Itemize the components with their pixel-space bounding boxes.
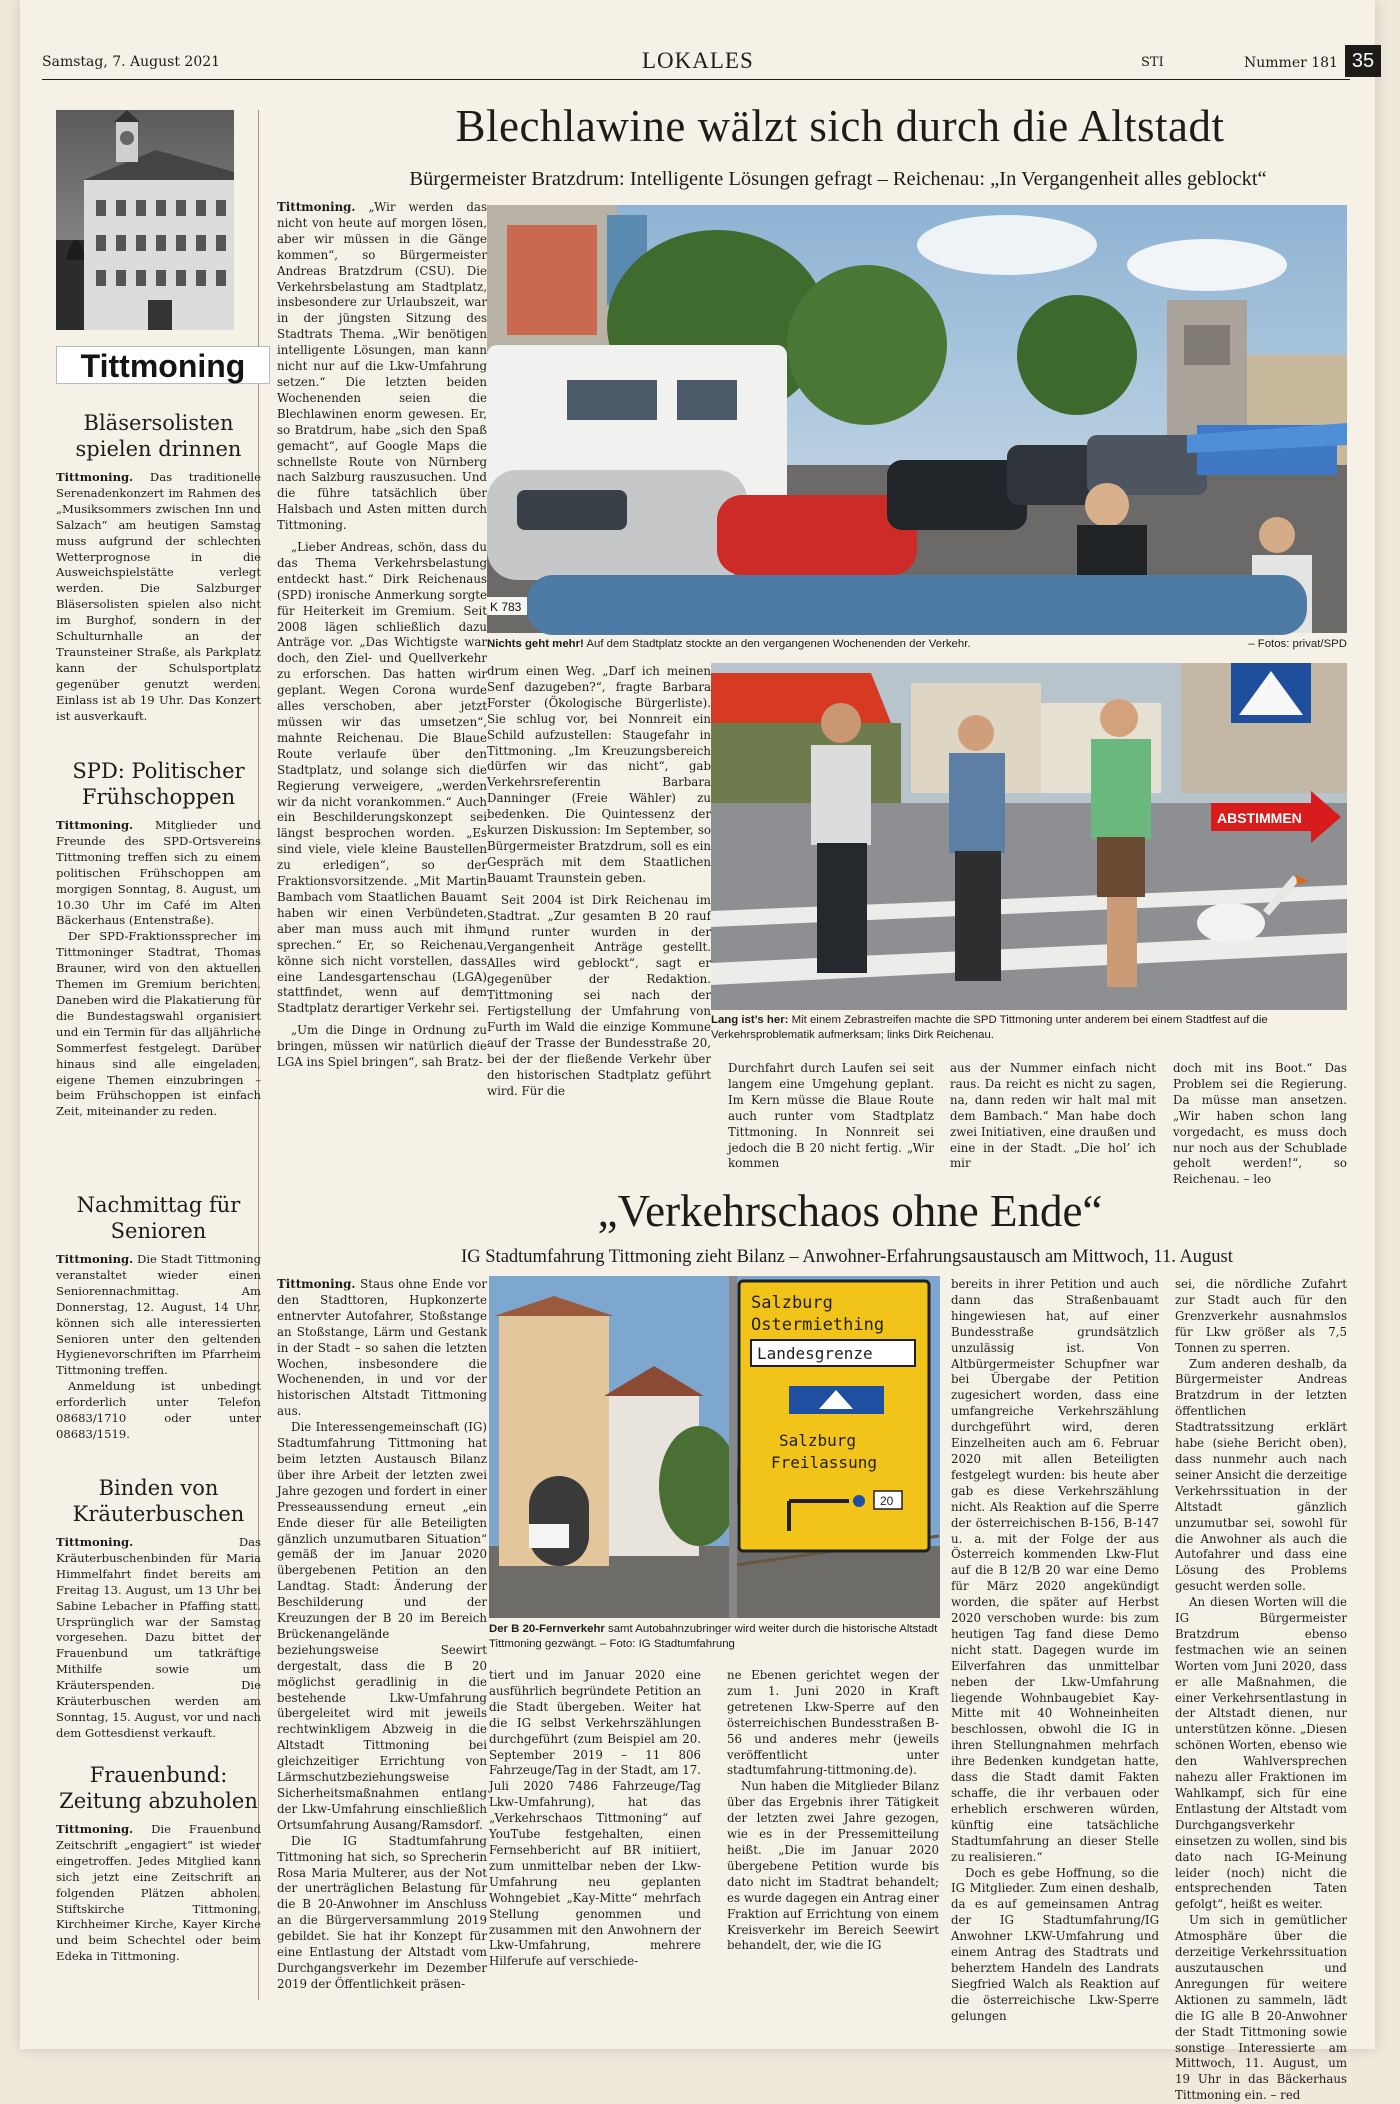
paragraph: Tittmoning. Staus ohne Ende vor den Stadttoren, Hupkonzerte entnervter Autofahrer, Stoßstange an Stoßstange, Lärm und Gestank in der Stadt – so sahen die letzten Wochen, insbesondere die Wochenenden, in und vor der historischen Altstadt Tittmoning aus. bbox=[277, 1277, 487, 1419]
sign-line-1: Salzburg bbox=[751, 1293, 833, 1313]
article2-headline: „Verkehrschaos ohne Ende“ bbox=[597, 1186, 1103, 1236]
paragraph: Doch es gebe Hoffnung, so die IG Mitglieder. Zum einen deshalb, da es auf gemeinsamen Antrag der IG Stadtumfahrung/IG Anwohner LKW-Umfahrung und einem Antrag des Stadtrats und beherztem Handeln des Landrats Siegfried Walch als Reaktion auf die österreichische Lkw-Sperre gelungen bbox=[951, 1865, 1159, 2023]
brief-title: Frauenbund: Zeitung abzuholen bbox=[59, 1763, 258, 1813]
paragraph: Die IG Stadtumfahrung Tittmoning hat sich, so Sprecherin Rosa Maria Multerer, aus der Not der unerträglichen Belastung für die B 20-Anwohner im Anschluss an die Bürgerversammlung 2019 gebildet. Sie hat ihr Konzept für eine Entlastung der Altstadt vom Durchgangsverkehr im Dezember 2019 der Öffentlichkeit präsen- bbox=[277, 1833, 487, 1991]
paragraph: Tittmoning. „Wir werden das nicht von heute auf morgen lösen, aber wir müssen in die Gänge kommen“, so Bürgermeister Andreas Bratzdrum (CSU). Die Verkehrsbelastung am Stadtplatz, insbesondere zur Urlaubszeit, war in der jüngsten Sitzung des Stadtrats Thema. „Wir benötigen intelligente Lösungen, man kann nicht nur auf die Lkw-Umfahrung setzen.“ Die letzten beiden Wochenenden seien die Blechlawinen enorm gewesen. Er, so Bratdrum, habe „sich den Spaß gemacht“, auf Google Maps die schnellste Route von Nürnberg nach Salzburg rauszusuchen. Und die führe tatsächlich über Halsbach und Asten mitten durch Tittmoning. bbox=[277, 200, 487, 533]
brief-text: Anmeldung ist unbedingt erforderlich unter Telefon 08683/1710 oder unter 08683/1519. bbox=[56, 1379, 261, 1441]
article1-column-2 bbox=[487, 664, 711, 1164]
license-plate: K 783 bbox=[490, 600, 522, 614]
brief-kraeuterbuschen bbox=[56, 1475, 261, 1742]
article2-column-5 bbox=[1175, 1277, 1347, 2103]
brief-blaesersolisten bbox=[56, 410, 261, 725]
section-title: LOKALES bbox=[642, 48, 754, 73]
zebra-crossing-photo bbox=[711, 663, 1347, 1010]
brief-title: SPD: Politischer Frühschoppen bbox=[72, 759, 245, 809]
brief-text: Tittmoning. Die Frauenbund Zeitschrift „engagiert“ ist wieder eingetroffen. Jedes Mitglied kann sich jetzt eine Zeitschrift an folgenden Plätzen abholen. Stiftskirche Tittmoning, Kirchheimer Kirche, Kayer Kirche und beim Schechtel oder beim Edeka in Tittmoning. bbox=[56, 1822, 261, 1964]
article2-subheadline: IG Stadtumfahrung Tittmoning zieht Bilanz – Anwohner-Erfahrungsaustausch am Mittwoch, 11. August bbox=[461, 1247, 1233, 1267]
issue-date: Samstag, 7. August 2021 bbox=[42, 54, 221, 70]
paragraph: ne Ebenen gerichtet wegen der zum 1. Juni 2020 in Kraft getretenen Lkw-Sperre auf den österreichischen Bundesstraßen B-56 und anderes mehr (jeweils veröffentlicht unter stadtumfahrung-tittmoning.de). bbox=[727, 1668, 939, 1778]
article1-column-5 bbox=[1173, 1061, 1347, 1187]
town-hall-photo bbox=[56, 110, 234, 330]
article1-column-3 bbox=[728, 1061, 934, 1171]
paragraph: Die Interessengemeinschaft (IG) Stadtumfahrung Tittmoning hat beim letzten Austausch Bilanz über ihre Arbeit der letzten zwei Jahre gezogen und fordert in einer Presseaussendung erneut „ein Ende dieser für alle Beteiligten gänzlich unzumutbaren Situation“ gemäß der im Januar 2020 übergebenen Petition an den Landtag. Stadt: Änderung der Beschilderung und der Kreuzungen der B 20 im Bereich Brückenangelände beziehungsweise Seewirt dergestalt, dass die B 20 möglichst geradlinig in die bestehende Lkw-Umfahrung übergeleitet wird mit jeweils rechtwinkligem Abzweig in die Altstadt Tittmoning bei gleichzeitiger Errichtung von Lärmschutzbeziehungsweise Sicherheitsmaßnahmen entlang der Lkw-Umfahrung einschließlich Ortsumfahrung Ausang/Ramsdorf. bbox=[277, 1420, 487, 1832]
sign-line-4: Freilassung bbox=[771, 1453, 877, 1472]
photo1-caption bbox=[487, 637, 1347, 652]
paragraph: drum einen Weg. „Darf ich meinen Senf dazugeben?“, fragte Barbara Forster (Ökologische Bürgerliste). Sie schlug vor, bei Nonnreit ein Schild aufzustellen: Staugefahr in Tittmoning. „Im Kreuzungsbereich dürfen wir das nicht“, gab Verkehrsreferentin Barbara Danninger (Freie Wähler) zu bedenken. Die Quintessenz der kurzen Diskussion: Im September, so Bürgermeister Bratzdrum, soll es ein Gespräch mit dem Staatlichen Bauamt Traunstein geben. bbox=[487, 664, 711, 885]
brief-title: Nachmittag für Senioren bbox=[76, 1193, 241, 1243]
paragraph: Um sich in gemütlicher Atmosphäre über die derzeitige Verkehrssituation auszutauschen und Anregungen für weitere Aktionen zu sammeln, lädt die IG alle B 20-Anwohner der Stadt Tittmoning sowie sonstige Interessierte am Mittwoch, 11. August, um 19 Uhr in das Bäckerhaus Tittmoning ein. – red bbox=[1175, 1913, 1347, 2103]
sidebar bbox=[56, 110, 261, 1964]
paragraph: aus der Nummer einfach nicht raus. Da reicht es nicht zu sagen, na, dann reden wir halt mal mit dem Bambach.“ Man habe doch zwei Initiativen, eine draußen und eine in der Stadt. „Die hol’ ich mir bbox=[950, 1061, 1156, 1171]
sign-route: 20 bbox=[880, 1494, 894, 1508]
paragraph: „Um die Dinge in Ordnung zu bringen, müssen wir natürlich die LGA ins Spiel bringen“, sah Bratz- bbox=[277, 1023, 487, 1070]
brief-text: Tittmoning. Das Kräuterbuschenbinden für Maria Himmelfahrt findet bereits am Freitag 13. August, um 13 Uhr bei Sabine Lebacher in Pfaffing statt. Ursprünglich war der Samstag vorgesehen. Dazu bittet der Frauenbund um tatkräftige Mithilfe sowie um Kräuterspenden. Die Kräuterbuschen werden am Sonntag, 15. August, vor und nach dem Gottesdienst verkauft. bbox=[56, 1535, 261, 1740]
sign-line-2: Ostermiething bbox=[751, 1315, 885, 1335]
brief-title: Binden von Kräuterbuschen bbox=[72, 1476, 245, 1526]
article2-column-2 bbox=[489, 1668, 701, 1998]
issue-number: Nummer 181 bbox=[1244, 55, 1338, 71]
brief-text: Tittmoning. Das traditionelle Serenadenkonzert im Rahmen des „Musiksommers zwischen Inn und Salzach“ am heutigen Samstag muss aufgrund der schlechten Wetterprognose in die Ausweichspielstätte verlegt werden. Die Salzburger Bläsersolisten spielen also nicht im Burghof, sondern in der Schulturnhalle an der Traunsteiner Straße, als Parkplatz kann der Schulsportplatz gegenüber genutzt werden. Einlass ist ab 19 Uhr. Das Konzert ist ausverkauft. bbox=[56, 470, 261, 723]
caption-text: Mit einem Zebrastreifen machte die SPD Tittmoning unter anderem bei einem Stadtfest auf die Verkehrsproblematik aufmerksam; links Dirk Reichenau. bbox=[711, 1014, 1268, 1041]
paragraph: bereits in ihrer Petition und auch dann das Straßenbauamt hingewiesen hat, auf einer Bundesstraße grundsätzlich unzulässig ist. Von Altbürgermeister Schupfner war bei Übergabe der Petition zugesichert worden, dass eine umfangreiche Verkehrszählung durchgeführt wird, deren Einzelheiten auch am 6. Februar 2020 mit allen Beteiligten festgelegt wurden: bis heute aber gab es diese Verkehrszählung nicht. Als Reaktion auf die Sperre der österreichischen B-156, B-147 u. a. mit der Folge der aus Österreich kommenden Lkw-Flut auf die B 12/B 20 war eine Demo für März 2020 angekündigt worden, die später auf Herbst 2020 verschoben wurde: bis zum heutigen Tag fand diese Demo nicht statt. Dagegen wurde im Eilverfahren das unmittelbar neben der Lkw-Umfahrung liegende Wohnbaugebiet Kay-Mitte mit 40 Wohneinheiten beschlossen, obwohl die IG in ihren Stellungnahmen mehrfach ihre Bedenken kundgetan hatte, dass die Stadt damit Fakten schaffe, die ihr verbauen oder erheblich erschweren würden, künftig eine tatsächliche Stadtumfahrung an dieser Stelle zu realisieren.“ bbox=[951, 1277, 1159, 1864]
caption-lead: Lang ist’s her: bbox=[711, 1014, 789, 1026]
page-number: 35 bbox=[1345, 45, 1381, 77]
paragraph: Nun haben die Mitglieder Bilanz über das Ergebnis ihrer Tätigkeit der letzten zwei Jahre gezogen, wie es in der Pressemitteilung heißt. „Die im Januar 2020 übergebene Petition wurde bis dato nicht im Stadtrat behandelt; es wurde dagegen ein Antrag einer Fraktion auf Errichtung von einem Kreisverkehr im Bereich Seewirt behandelt, der, wie die IG bbox=[727, 1779, 939, 1953]
road-sign-photo bbox=[489, 1276, 940, 1618]
photo-credit: – Fotos: privat/SPD bbox=[1248, 638, 1347, 650]
caption-lead: Nichts geht mehr! bbox=[487, 638, 584, 650]
brief-text: Tittmoning. Die Stadt Tittmoning veranstaltet wieder einen Seniorennachmittag. Am Donnerstag, 12. August, 14 Uhr, können sich alle interessierten Senioren unter den geltenden Hygienevorschriften im Pfarrheim Tittmoning treffen. bbox=[56, 1252, 261, 1378]
edition-code: STI bbox=[1141, 55, 1164, 70]
sign-border: Landesgrenze bbox=[757, 1344, 873, 1363]
caption-text: Auf dem Stadtplatz stockte an den vergangenen Wochenenden der Verkehr. bbox=[586, 638, 971, 650]
article2-column-3 bbox=[727, 1668, 939, 1998]
traffic-jam-photo bbox=[487, 205, 1347, 633]
masthead bbox=[42, 46, 1375, 80]
paragraph: Durchfahrt durch Laufen sei seit langem eine Umgehung geplant. Im Kern müsse die Blaue Route auch runter vom Stadtplatz Tittmoning. In Nonnreit sei jedoch die B 20 nicht fertig. „Wir kommen bbox=[728, 1061, 934, 1171]
paragraph: Seit 2004 ist Dirk Reichenau im Stadtrat. „Zur gesamten B 20 rauf und runter wurden in der Vergangenheit Anträge gestellt. Alles wird geblockt“, sagt er gegenüber der Redaktion. Tittmoning sei nach der Fertigstellung der Umfahrung von Furth im Wald die einzige Kommune auf der Trasse der Bundesstraße 20, bei der der fließende Verkehr über den historischen Stadtplatz geführt wird. Für die bbox=[487, 892, 711, 1098]
sign-text: ABSTIMMEN bbox=[1217, 810, 1302, 826]
brief-senioren bbox=[56, 1192, 261, 1443]
article1-column-4 bbox=[950, 1061, 1156, 1171]
brief-frauenbund bbox=[56, 1762, 261, 1965]
newspaper-page bbox=[20, 0, 1375, 2103]
photo2-caption bbox=[711, 1013, 1347, 1042]
paragraph: tiert und im Januar 2020 eine ausführlich begründete Petition an die Stadt übergeben. Weiter hat die IG selbst Verkehrszählungen durchgeführt (zum Beispiel am 20. September 2019 – 11 806 Fahrzeuge/Tag in der Stadt, am 17. Juli 2020 7486 Fahrzeuge/Tag Lkw-Umfahrung), hat das „Verkehrschaos Tittmoning“ auf YouTube festgehalten, einen Fernsehbericht auf BR initiiert, zum unmittelbar neben der Lkw-Umfahrung neu geplanten Wohngebiet „Kay-Mitte“ mehrfach Stellung genommen und zusammen mit den Anwohnern der Lkw-Umfahrung, mehrere Hilferufe auf verschiede- bbox=[489, 1668, 701, 1969]
paragraph: sei, die nördliche Zufahrt zur Stadt auch für den Grenzverkehr ausnahmslos für Lkw größer als 7,5 Tonnen zu sperren. bbox=[1175, 1277, 1347, 1355]
caption-lead: Der B 20-Fernverkehr bbox=[489, 1623, 605, 1635]
town-label: Tittmoning bbox=[56, 346, 270, 384]
article1-column-1 bbox=[277, 200, 487, 1160]
sign-line-3: Salzburg bbox=[779, 1431, 857, 1450]
article1-subheadline: Bürgermeister Bratzdrum: Intelligente Lösungen gefragt – Reichenau: „In Vergangenheit alles geblockt“ bbox=[409, 168, 1267, 190]
brief-spd-fruehschoppen bbox=[56, 758, 261, 1120]
paragraph: doch mit ins Boot.“ Das Problem sei die Regierung. Da müsse man ansetzen. „Wir haben schon lang vorgedacht, es muss doch nur noch aus der Schublade geholt werden!“, so Reichenau. – leo bbox=[1173, 1061, 1347, 1187]
paragraph: „Lieber Andreas, schön, dass du das Thema Verkehrsbelastung entdeckt hast.“ Dirk Reichenaus (SPD) ironische Anmerkung sorgte für Heiterkeit im Gremium. Seit 2008 lägen schließlich dazu Anträge vor. „Das Wichtigste war doch, den Ziel- und Quellverkehr zu erforschen. Das hatten wir geplant. Wegen Corona wurde alles verschoben, aber jetzt müssen wir das umsetzen“, mahnte Reichenau. Die Blaue Route verlaufe über den Stadtplatz, und solange sich die Regierung verweigere, „werden wir da nicht vorankommen.“ Auch ein Beschilderungskonzept sei längst besprochen worden. „Es sind viele, viele kleine Baustellen zu erledigen“, so der Fraktionsvorsitzende. „Mit Martin Bambach vom Staatlichen Bauamt haben wir einen Verbündeten, aber man muss auch mit ihm sprechen.“ Er, so Reichenau, könne sich nicht vorstellen, dass eine Landesgartenschau (LGA) stattfindet, wenn auf dem Stadtplatz derartiger Verkehr sei. bbox=[277, 540, 487, 1016]
brief-text: Tittmoning. Mitglieder und Freunde des SPD-Ortsvereins Tittmoning treffen sich zu einem politischen Frühschoppen am morgigen Sonntag, 8. August, um 10.30 Uhr im Café im Alten Bäckerhaus (Entenstraße). bbox=[56, 818, 261, 928]
photo3-caption bbox=[489, 1622, 940, 1651]
article2-column-4 bbox=[951, 1277, 1159, 2023]
article1-headline: Blechlawine wälzt sich durch die Altstadt bbox=[455, 101, 1225, 151]
article2-column-1 bbox=[277, 1277, 487, 1997]
caption-text: samt Autobahnzubringer wird weiter durch die historische Altstadt Tittmoning gezwängt. – Foto: IG Stadtumfahrung bbox=[489, 1623, 938, 1650]
paragraph: An diesen Worten will die IG Bürgermeister Bratzdrum ebenso festmachen wie an seinen Worten vom Juni 2020, dass er alle Maßnahmen, die einer Verkehrsentlastung in der Altstadt dienen, nur unterstützen könne. „Diesen schönen Worten, ebenso wie den Wahlversprechen nahezu aller Fraktionen im Wahlkampf, sich für eine Entlastung der Altstadt vom Durchgangsverkehr einsetzen zu wollen, sind bis dato nach IG-Meinung leider (noch) nicht die entsprechenden Taten gefolgt“, heißt es weiter. bbox=[1175, 1595, 1347, 1912]
brief-title: Bläsersolisten spielen drinnen bbox=[75, 411, 242, 461]
paragraph: Zum anderen deshalb, da Bürgermeister Andreas Bratzdrum in der letzten öffentlichen Stadtratssitzung erklärt habe (siehe Bericht oben), dass nunmehr auch nach seiner Ansicht die derzeitige Verkehrssituation in der Altstadt gänzlich unzumutbar sei, sowohl für die Anwohner als auch die Autofahrer und dass eine Lösung des Problems gesucht werden solle. bbox=[1175, 1356, 1347, 1594]
brief-text: Der SPD-Fraktionssprecher im Tittmoninger Stadtrat, Thomas Brauner, wird von den aktuellen Themen im Gremium berichten. Daneben wird die Plakatierung für die Bundestagswahl organisiert und ein Termin für das alljährliche Sommerfest festgelegt. Darüber hinaus sind alle eingeladen, eigene Themen einzubringen – beim Frühschoppen ist einfach Zeit, miteinander zu reden. bbox=[56, 929, 261, 1119]
